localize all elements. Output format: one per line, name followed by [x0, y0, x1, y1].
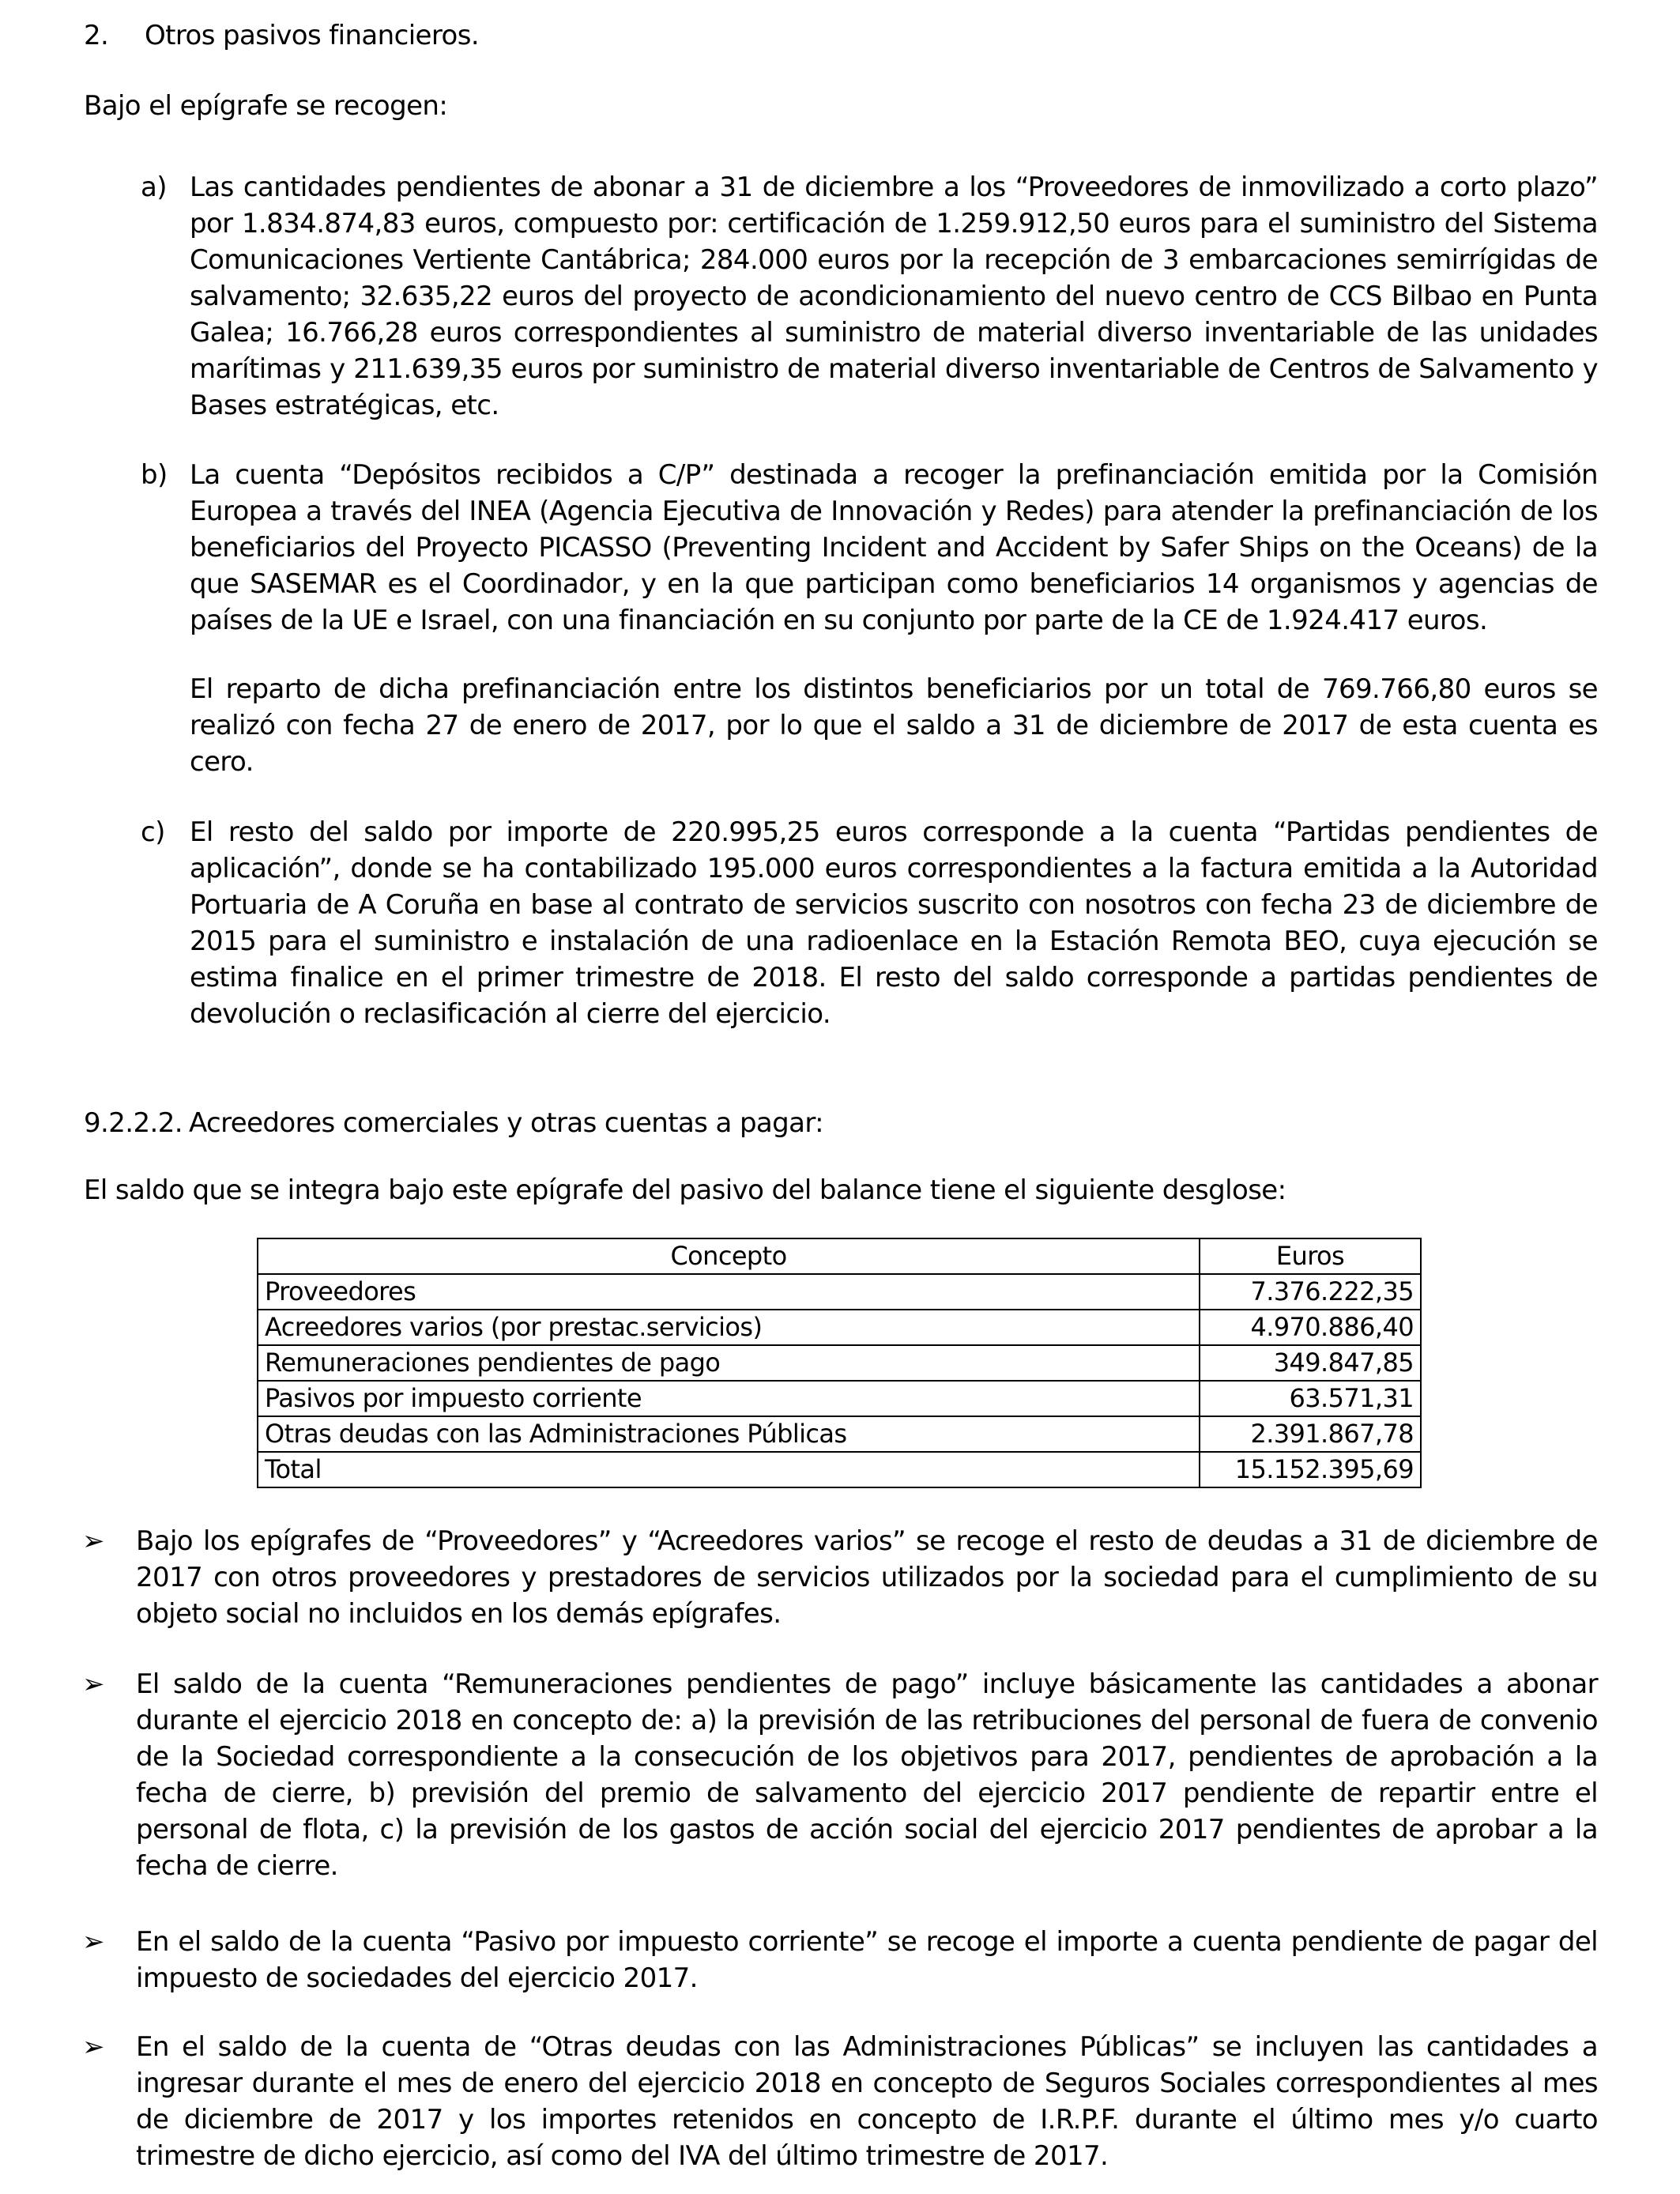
table-total-row	[258, 1452, 1421, 1487]
section-9222-title: Acreedores comerciales y otras cuentas a pagar:	[189, 1107, 824, 1139]
item-b-label: b)	[141, 459, 168, 491]
section-2-title: Otros pasivos financieros.	[145, 20, 480, 51]
balance-breakdown-table	[257, 1238, 1422, 1488]
arrow-bullet-icon: ➢	[82, 2031, 104, 2063]
row-concept: Acreedores varios (por prestac.servicios)	[258, 1310, 1200, 1345]
item-c-label: c)	[141, 816, 165, 848]
row-concept: Proveedores	[258, 1274, 1200, 1310]
section-9222-number: 9.2.2.2.	[84, 1107, 183, 1139]
item-a-text: Las cantidades pendientes de abonar a 31 de diciembre a los “Proveedores de inmovilizado a corto plazo” por 1.834.874,83 euros, compuesto por: certificación de 1.259.912,50 euros para el suministro del Sistema Comunicaciones Vertiente Cantábrica; 284.000 euros por la recepción de 3 embarcaciones semirrígidas de salvamento; 32.635,22 euros del proyecto de acondicionamiento del nuevo centro de CCS Bilbao en Punta Galea; 16.766,28 euros correspondientes al suministro de material diverso inventariable de las unidades marítimas y 211.639,35 euros por suministro de material diverso inventariable de Centros de Salvamento y Bases estratégicas, etc.	[190, 172, 1598, 421]
table-row	[258, 1345, 1421, 1381]
row-amount: 7.376.222,35	[1200, 1274, 1421, 1310]
table-row	[258, 1416, 1421, 1452]
row-concept: Otras deudas con las Administraciones Públicas	[258, 1416, 1200, 1452]
row-amount: 15.152.395,69	[1200, 1452, 1421, 1487]
table-header-row	[258, 1238, 1421, 1274]
item-b-text: La cuenta “Depósitos recibidos a C/P” destinada a recoger la prefinanciación emitida por la Comisión Europea a través del INEA (Agencia Ejecutiva de Innovación y Redes) para atender la prefinanciación de los beneficiarios del Proyecto PICASSO (Preventing Incident and Accident by Safer Ships on the Oceans) de la que SASEMAR es el Coordinador, y en la que participan como beneficiarios 14 organismos y agencias de países de la UE e Israel, con una financiación en su conjunto por parte de la CE de 1.924.417 euros.	[190, 459, 1598, 636]
table-row	[258, 1381, 1421, 1416]
row-amount: 2.391.867,78	[1200, 1416, 1421, 1452]
bullet-otras-deudas: En el saldo de la cuenta de “Otras deudas con las Administraciones Públicas” se incluyen las cantidades a ingresar durante el mes de enero del ejercicio 2018 en concepto de Seguros Sociales correspondientes al mes de diciembre de 2017 y los importes retenidos en concepto de I.R.P.F. durante el último mes y/o cuarto trimestre de dicho ejercicio, así como del IVA del último trimestre de 2017.	[136, 2031, 1598, 2172]
table-header-concepto: Concepto	[258, 1238, 1200, 1274]
bullet-proveedores: Bajo los epígrafes de “Proveedores” y “Acreedores varios” se recoge el resto de deudas a 31 de diciembre de 2017 con otros proveedores y prestadores de servicios utilizados por la sociedad para el cumplimiento de su objeto social no incluidos en los demás epígrafes.	[136, 1525, 1598, 1630]
arrow-bullet-icon: ➢	[82, 1668, 104, 1700]
bullet-remuneraciones: El saldo de la cuenta “Remuneraciones pendientes de pago” incluye básicamente las cantidades a abonar durante el ejercicio 2018 en concepto de: a) la previsión de las retribuciones del personal de fuera de convenio de la Sociedad correspondiente a la consecución de los objetivos para 2017, pendientes de aprobación a la fecha de cierre, b) previsión del premio de salvamento del ejercicio 2017 pendiente de repartir entre el personal de flota, c) la previsión de los gastos de acción social del ejercicio 2017 pendientes de aprobar a la fecha de cierre.	[136, 1668, 1598, 1882]
arrow-bullet-icon: ➢	[82, 1525, 104, 1557]
row-concept: Pasivos por impuesto corriente	[258, 1381, 1200, 1416]
item-b-text-2: El reparto de dicha prefinanciación entre los distintos beneficiarios por un total de 769.766,80 euros se realizó con fecha 27 de enero de 2017, por lo que el saldo a 31 de diciembre de 2017 de esta cuenta es cero.	[190, 673, 1598, 778]
table-header-euros: Euros	[1200, 1238, 1421, 1274]
table-row	[258, 1274, 1421, 1310]
row-concept: Remuneraciones pendientes de pago	[258, 1345, 1200, 1381]
row-concept: Total	[258, 1452, 1200, 1487]
section-2-number: 2.	[84, 20, 109, 51]
section-9222-intro: El saldo que se integra bajo este epígrafe del pasivo del balance tiene el siguiente desglose:	[84, 1174, 1286, 1206]
row-amount: 349.847,85	[1200, 1345, 1421, 1381]
arrow-bullet-icon: ➢	[82, 1926, 104, 1958]
table-row	[258, 1310, 1421, 1345]
bullet-pasivo-impuesto: En el saldo de la cuenta “Pasivo por impuesto corriente” se recoge el importe a cuenta pendiente de pagar del impuesto de sociedades del ejercicio 2017.	[136, 1926, 1598, 1994]
row-amount: 63.571,31	[1200, 1381, 1421, 1416]
item-c-text: El resto del saldo por importe de 220.995,25 euros corresponde a la cuenta “Partidas pendientes de aplicación”, donde se ha contabilizado 195.000 euros correspondientes a la factura emitida a la Autoridad Portuaria de A Coruña en base al contrato de servicios suscrito con nosotros con fecha 23 de diciembre de 2015 para el suministro e instalación de una radioenlace en la Estación Remota BEO, cuya ejecución se estima finalice en el primer trimestre de 2018. El resto del saldo corresponde a partidas pendientes de devolución o reclasificación al cierre del ejercicio.	[190, 816, 1598, 1030]
row-amount: 4.970.886,40	[1200, 1310, 1421, 1345]
item-a-label: a)	[141, 172, 167, 203]
section-2-intro: Bajo el epígrafe se recogen:	[84, 90, 448, 122]
